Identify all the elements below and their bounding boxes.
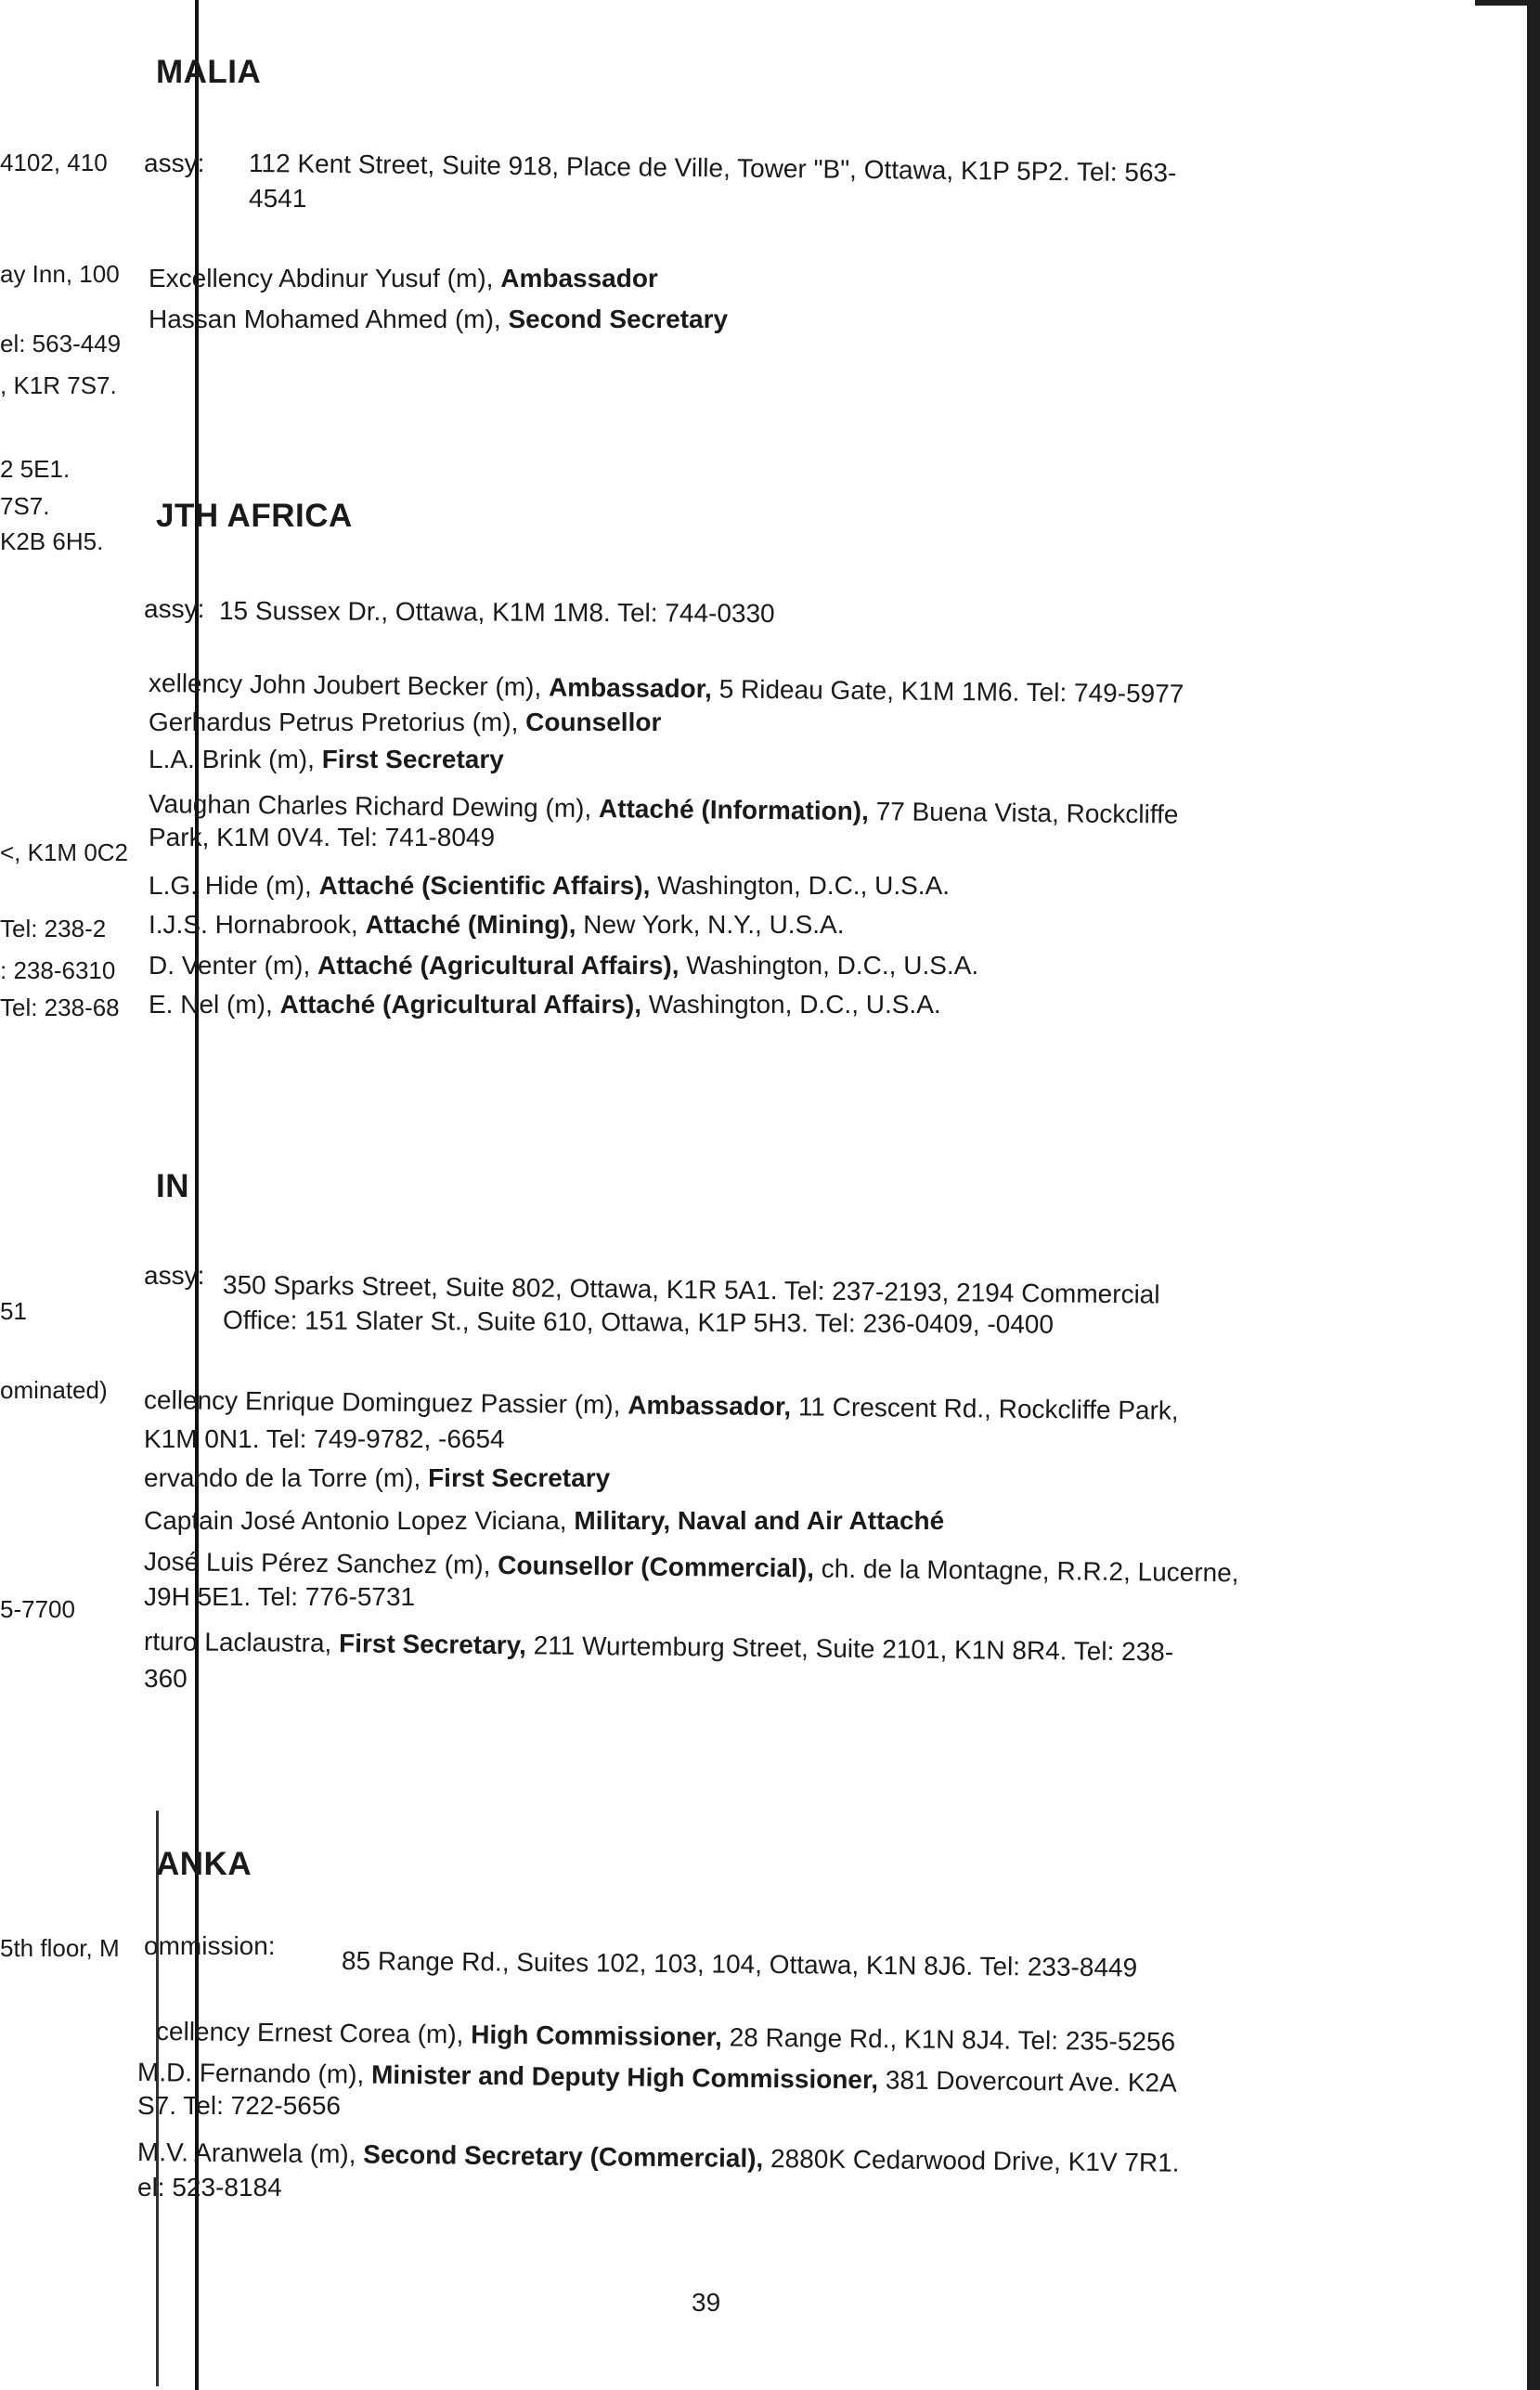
right-page-edge xyxy=(1527,0,1540,2390)
embassy-label: assy: xyxy=(144,1261,205,1290)
left-fragment: 4102, 410 xyxy=(0,149,108,176)
staff-name: Captain José Antonio Lopez Viciana, xyxy=(144,1506,575,1535)
staff-entry-cont xyxy=(137,2089,341,2123)
staff-title: First Secretary xyxy=(321,745,504,773)
staff-name: Vaughan Charles Richard Dewing (m), xyxy=(148,789,600,824)
staff-name: Excellency Abdinur Yusuf (m), xyxy=(149,264,501,292)
staff-entry xyxy=(156,2015,1176,2059)
country-heading: MALIA xyxy=(156,54,262,90)
embassy-address: 350 Sparks Street, Suite 802, Ottawa, K1R 5A1. Tel: 237-2193, 2194 Commercial xyxy=(222,1270,1160,1309)
staff-details: Washington, D.C., U.S.A. xyxy=(650,871,951,900)
left-fragment: 7S7. xyxy=(0,492,50,520)
staff-entry xyxy=(149,988,941,1021)
staff-details: 360 xyxy=(144,1664,188,1693)
left-fragment: Tel: 238-68 xyxy=(0,994,120,1021)
left-fragment: K2B 6H5. xyxy=(0,527,104,555)
staff-name: xellency John Joubert Becker (m), xyxy=(148,669,550,702)
embassy-address-cont: Office: 151 Slater St., Suite 610, Ottawa, K1P 5H3. Tel: 236-0409, -0400 xyxy=(222,1305,1055,1339)
left-fragment: Tel: 238-2 xyxy=(0,915,107,942)
staff-entry xyxy=(149,743,504,776)
top-right-edge xyxy=(1475,0,1540,6)
staff-title: First Secretary xyxy=(428,1463,611,1492)
staff-details: Washington, D.C., U.S.A. xyxy=(679,951,979,980)
staff-details: 11 Crescent Rd., Rockcliffe Park, xyxy=(790,1392,1179,1425)
country-heading: JTH AFRICA xyxy=(156,498,353,534)
staff-entry xyxy=(149,303,728,336)
left-fragment: : 238-6310 xyxy=(0,956,116,984)
staff-entry xyxy=(144,1625,1174,1669)
staff-details: Washington, D.C., U.S.A. xyxy=(641,990,941,1019)
staff-entry xyxy=(149,706,661,739)
staff-details: 28 Range Rd., K1N 8J4. Tel: 235-5256 xyxy=(721,2022,1176,2057)
staff-name: José Luis Pérez Sanchez (m), xyxy=(143,1547,498,1579)
staff-entry xyxy=(149,869,950,903)
staff-title: First Secretary, xyxy=(338,1629,527,1660)
staff-name: M.D. Fernando (m), xyxy=(136,2058,372,2089)
staff-name: cellency Ernest Corea (m), xyxy=(155,2017,472,2049)
staff-details: 77 Buena Vista, Rockcliffe xyxy=(868,797,1179,829)
staff-title: Second Secretary xyxy=(508,305,729,333)
staff-details: ch. de la Montagne, R.R.2, Lucerne, xyxy=(813,1553,1239,1588)
staff-entry-cont xyxy=(144,1422,505,1456)
staff-entry-cont xyxy=(137,2171,282,2204)
staff-title: Second Secretary (Commercial), xyxy=(363,2139,764,2174)
country-heading: ANKA xyxy=(156,1846,252,1882)
staff-name: cellency Enrique Dominguez Passier (m), xyxy=(143,1385,628,1420)
staff-name: E. Nel (m), xyxy=(149,990,280,1019)
embassy-address: 112 Kent Street, Suite 918, Place de Ville, Tower "B", Ottawa, K1P 5P2. Tel: 563- xyxy=(248,149,1177,188)
left-fragment: ay Inn, 100 xyxy=(0,260,120,288)
staff-title: Ambassador, xyxy=(548,672,713,704)
staff-entry xyxy=(144,1504,944,1538)
staff-name: ervando de la Torre (m), xyxy=(144,1463,429,1492)
left-fragment: 51 xyxy=(0,1297,27,1325)
embassy-address-cont: 4541 xyxy=(249,184,307,213)
staff-entry xyxy=(137,2136,1180,2180)
staff-details: 2880K Cedarwood Drive, K1V 7R1. xyxy=(763,2144,1180,2177)
staff-details: el: 523-8184 xyxy=(137,2173,282,2202)
staff-title: Attaché (Mining), xyxy=(365,910,576,939)
staff-entry xyxy=(144,1461,610,1495)
staff-details: 381 Dovercourt Ave. K2A xyxy=(877,2065,1177,2098)
left-fragment: 5-7700 xyxy=(0,1595,75,1623)
staff-entry-cont xyxy=(149,821,495,854)
staff-title: Counsellor (Commercial), xyxy=(498,1550,815,1583)
staff-entry xyxy=(149,949,978,982)
staff-name: L.G. Hide (m), xyxy=(149,871,319,900)
staff-title: Attaché (Information), xyxy=(598,794,870,826)
staff-entry xyxy=(149,262,658,295)
staff-name: D. Venter (m), xyxy=(149,951,318,980)
staff-title: Attaché (Agricultural Affairs), xyxy=(317,951,679,980)
left-fragment: , K1R 7S7. xyxy=(0,371,117,399)
staff-title: Counsellor xyxy=(525,708,662,736)
staff-details: 211 Wurtemburg Street, Suite 2101, K1N 8R4. Tel: 238- xyxy=(525,1630,1174,1667)
left-fragment: <, K1M 0C2 xyxy=(0,838,129,866)
staff-details: Park, K1M 0V4. Tel: 741-8049 xyxy=(149,823,496,851)
staff-name: L.A. Brink (m), xyxy=(149,745,322,773)
staff-title: Minister and Deputy High Commissioner, xyxy=(370,2059,879,2095)
staff-entry xyxy=(144,1383,1179,1428)
left-fragment: el: 563-449 xyxy=(0,330,122,357)
staff-name: I.J.S. Hornabrook, xyxy=(149,910,366,939)
staff-title: Attaché (Agricultural Affairs), xyxy=(279,990,642,1019)
staff-details: S7. Tel: 722-5656 xyxy=(137,2091,341,2120)
high-commission-label: ommission: xyxy=(144,1931,276,1960)
staff-entry xyxy=(149,667,1184,711)
staff-title: Military, Naval and Air Attaché xyxy=(574,1506,945,1535)
staff-title: High Commissioner, xyxy=(471,2020,723,2052)
staff-name: M.V. Aranwela (m), xyxy=(136,2137,364,2169)
staff-title: Ambassador, xyxy=(628,1390,792,1422)
staff-entry-cont xyxy=(144,1662,188,1695)
page-number: 39 xyxy=(692,2288,721,2317)
staff-details: New York, N.Y., U.S.A. xyxy=(576,910,845,939)
left-fragment: 5th floor, M xyxy=(0,1934,120,1962)
embassy-label: assy: xyxy=(144,149,205,177)
embassy-address: 15 Sussex Dr., Ottawa, K1M 1M8. Tel: 744-0330 xyxy=(218,596,775,629)
staff-entry-cont xyxy=(144,1580,415,1614)
left-fragment: 2 5E1. xyxy=(0,455,71,483)
staff-name: Hassan Mohamed Ahmed (m), xyxy=(149,305,509,333)
commission-address: 85 Range Rd., Suites 102, 103, 104, Ottawa, K1N 8J6. Tel: 233-8449 xyxy=(341,1946,1138,1982)
staff-details: J9H 5E1. Tel: 776-5731 xyxy=(144,1582,416,1611)
staff-title: Attaché (Scientific Affairs), xyxy=(318,871,651,900)
staff-details: K1M 0N1. Tel: 749-9782, -6654 xyxy=(144,1424,505,1453)
left-fragment: ominated) xyxy=(0,1376,108,1404)
staff-entry xyxy=(149,908,844,942)
staff-name: rturo Laclaustra, xyxy=(143,1627,340,1658)
staff-details: 5 Rideau Gate, K1M 1M6. Tel: 749-5977 xyxy=(711,674,1184,708)
embassy-label: assy: xyxy=(144,594,205,623)
country-heading: IN xyxy=(156,1168,189,1204)
staff-name: Gerhardus Petrus Pretorius (m), xyxy=(149,708,526,736)
staff-title: Ambassador xyxy=(500,264,658,292)
